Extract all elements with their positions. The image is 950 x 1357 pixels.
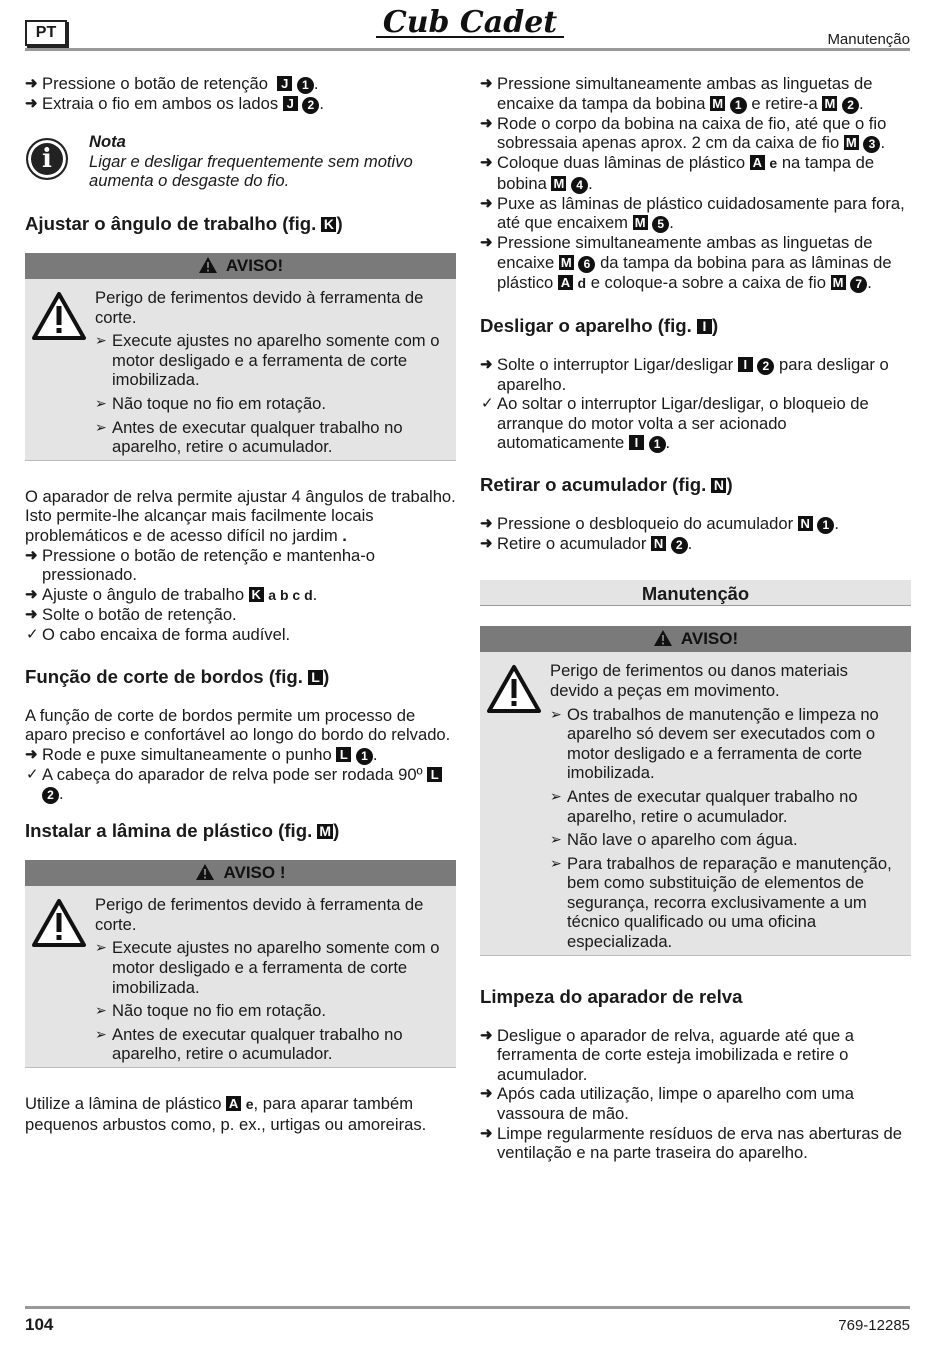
page-number: 104: [25, 1315, 54, 1334]
paragraph: A função de corte de bordos permite um processo de aparo preciso e confortável ao longo do bordo do relvado.: [25, 705, 451, 745]
list-item: ➜ Solte o interruptor Ligar/desligar I 2 para desligar o aparelho.: [480, 355, 911, 395]
warning-item: ➢ Antes de executar qualquer trabalho no aparelho, retire o acumulador.: [95, 1025, 446, 1064]
warning-text: Perigo de ferimentos devido à ferramenta de corte.: [95, 895, 424, 934]
warning-item: ➢ Antes de executar qualquer trabalho no aparelho, retire o acumulador.: [550, 787, 901, 826]
result-item: ✓ Ao soltar o interruptor Ligar/desligar, o bloqueio de arranque do motor volta a ser acionado automaticamente I 1 .: [480, 394, 911, 453]
section-heading: Instalar a lâmina de plástico (fig. M ): [25, 820, 340, 842]
warning-triangle-icon: [195, 863, 215, 881]
document-number: 769-12285: [838, 1317, 910, 1334]
list-item: ➜ Desligue o aparador de relva, aguarde até que a ferramenta de corte esteja imobilizada e retire o acumulador.: [480, 1026, 911, 1085]
list-item: ➜ Coloque duas lâminas de plástico A e na tampa de bobina M 4 .: [480, 153, 911, 194]
list-item: ➜ Pressione simultaneamente ambas as linguetas de encaixe M 6 da tampa da bobina para as lâminas de plástico A d e coloque-a sobre a caixa de fio M 7 .: [480, 233, 911, 293]
warning-item: ➢ Para trabalhos de reparação e manutenção, bem como substituição de elementos de segurança, recorra exclusivamente a um técnico qualificado ou uma oficina especializada.: [550, 854, 901, 952]
cub-cadet-logo: [370, 2, 570, 42]
warning-text: Perigo de ferimentos devido à ferramenta de corte.: [95, 288, 424, 327]
warning-header: AVISO!: [480, 626, 911, 652]
warning-header: AVISO!: [25, 253, 456, 279]
warning-item: ➢ Execute ajustes no aparelho somente com o motor desligado e a ferramenta de corte imobilizada.: [95, 331, 446, 390]
section-heading: Função de corte de bordos (fig. L ): [25, 665, 330, 687]
warning-triangle-icon: [31, 898, 87, 948]
chapter-band: Manutenção: [480, 580, 911, 606]
list-item: ➜ Solte o botão de retenção.: [25, 605, 456, 625]
warning-text: Perigo de ferimentos ou danos materiais devido a peças em movimento.: [550, 661, 848, 700]
list-item: ➜ Após cada utilização, limpe o aparelho com uma vassoura de mão.: [480, 1084, 911, 1123]
note-title: Nota: [89, 132, 126, 151]
warning-item: ➢ Execute ajustes no aparelho somente com o motor desligado e a ferramenta de corte imobilizada.: [95, 938, 446, 997]
list-item: ➜ Pressione o botão de retenção e mantenha-o pressionado.: [25, 546, 456, 585]
warning-header: AVISO !: [25, 860, 456, 886]
list-item: ➜ Extraia o fio em ambos os lados J 2 .: [25, 94, 456, 114]
section-heading: Limpeza do aparador de relva: [480, 985, 743, 1007]
section-heading: Ajustar o ângulo de trabalho (fig. K ): [25, 213, 343, 234]
result-item: ✓ O cabo encaixa de forma audível.: [25, 625, 456, 645]
list-item: ➜ Pressione o desbloqueio do acumulador N 1 .: [480, 514, 911, 534]
list-item: ➜ Retire o acumulador N 2 .: [480, 534, 911, 554]
paragraph: Utilize a lâmina de plástico A e, para aparar também pequenos arbustos como, p. ex., urtigas ou amoreiras.: [25, 1094, 427, 1134]
footer-rule: [25, 1306, 910, 1309]
list-item: ➜ Pressione simultaneamente ambas as linguetas de encaixe da tampa da bobina M 1 e retire-a M 2 .: [480, 74, 911, 114]
right-column: [480, 74, 911, 1163]
warning-triangle-icon: [31, 291, 87, 341]
section-heading: Desligar o aparelho (fig. I ): [480, 314, 719, 336]
header-rule: [25, 48, 910, 51]
warning-box: [25, 860, 456, 1068]
warning-triangle-icon: [198, 256, 218, 274]
warning-item: ➢ Os trabalhos de manutenção e limpeza no aparelho só devem ser executados com o motor desligado e a ferramenta de corte imobilizada.: [550, 705, 901, 783]
svg-text:Cub Cadet: Cub Cadet: [382, 5, 558, 40]
list-item: ➜ Rode o corpo da bobina na caixa de fio, até que o fio sobressaia apenas aprox. 2 cm da caixa de fio M 3 .: [480, 114, 911, 154]
info-icon: i: [26, 138, 68, 180]
warning-box: [25, 253, 456, 461]
warning-item: ➢ Não lave o aparelho com água.: [550, 830, 901, 850]
left-column: [25, 74, 456, 1134]
language-badge: PT: [25, 20, 67, 46]
list-item: ➜ Limpe regularmente resíduos de erva nas aberturas de ventilação e na parte traseira do aparelho.: [480, 1124, 911, 1163]
result-item: ✓ A cabeça do aparador de relva pode ser rodada 90º L 2 .: [25, 765, 456, 805]
warning-triangle-icon: [486, 664, 542, 714]
warning-box: [480, 626, 911, 955]
list-item: ➜ Pressione o botão de retenção J 1 .: [25, 74, 456, 94]
list-item: ➜ Ajuste o ângulo de trabalho K a b c d.: [25, 585, 456, 606]
paragraph: O aparador de relva permite ajustar 4 ângulos de trabalho. Isto permite-lhe alcançar mais facilmente locais problemáticos e de acesso difícil no jardim .: [25, 486, 456, 545]
warning-item: ➢ Antes de executar qualquer trabalho no aparelho, retire o acumulador.: [95, 418, 446, 457]
warning-triangle-icon: [653, 629, 673, 647]
warning-item: ➢ Não toque no fio em rotação.: [95, 1001, 446, 1021]
list-item: ➜ Puxe as lâminas de plástico cuidadosamente para fora, até que encaixem M 5 .: [480, 194, 911, 234]
list-item: ➜ Rode e puxe simultaneamente o punho L 1 .: [25, 745, 456, 765]
note-text: Ligar e desligar frequentemente sem motivo aumenta o desgaste do fio.: [89, 151, 413, 191]
section-name: Manutenção: [827, 31, 910, 48]
note-box: [25, 132, 456, 192]
section-heading: Retirar o acumulador (fig. N ): [480, 474, 733, 496]
warning-item: ➢ Não toque no fio em rotação.: [95, 394, 446, 414]
